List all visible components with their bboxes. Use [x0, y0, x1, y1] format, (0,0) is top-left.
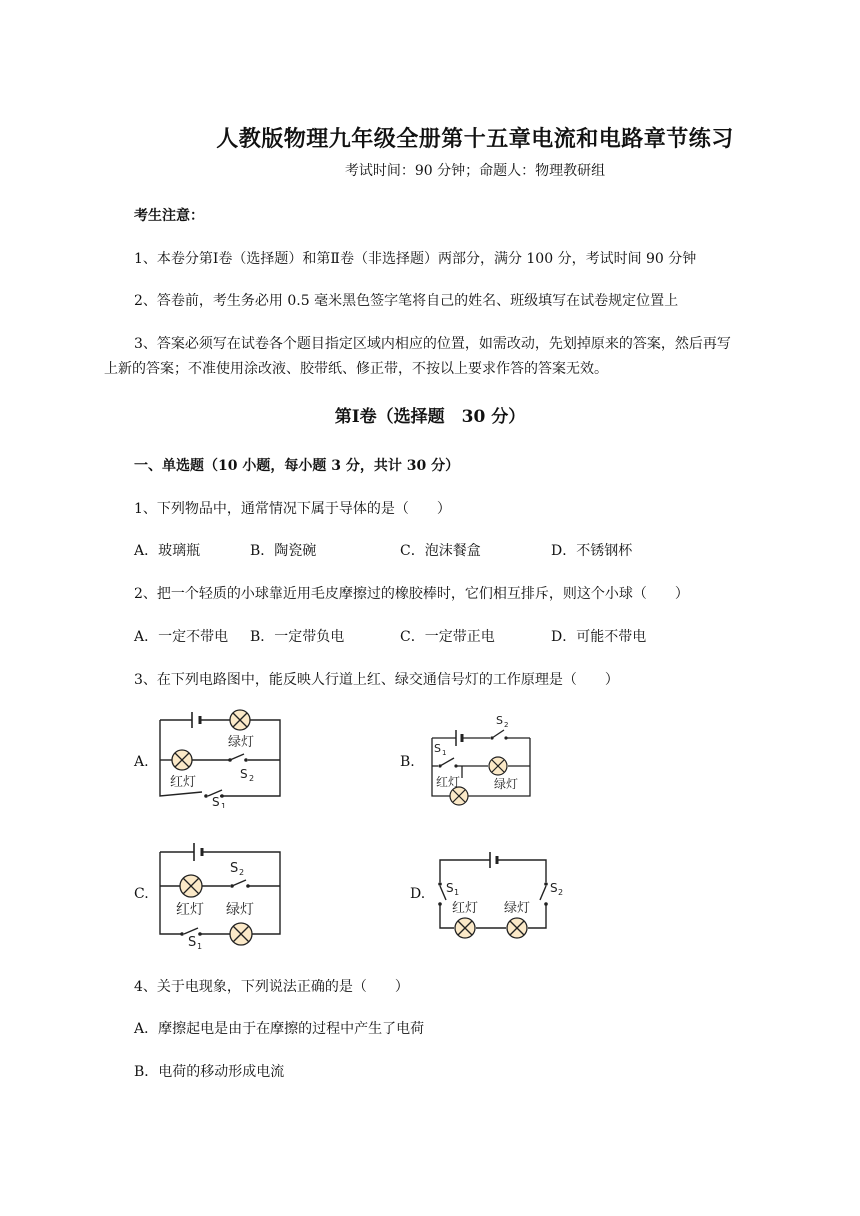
- svg-text:1: 1: [454, 888, 460, 897]
- q2-option-d[interactable]: D．可能不带电: [551, 629, 647, 645]
- svg-text:S: S: [230, 861, 239, 876]
- q2-option-c[interactable]: C．一定带正电: [400, 629, 495, 645]
- question-2-stem: 2、把一个轻质的小球靠近用毛皮摩擦过的橡胶棒时，它们相互排斥，则这个小球（ ）: [134, 586, 689, 602]
- q3-option-a[interactable]: A.: [134, 754, 149, 770]
- svg-text:S: S: [212, 795, 220, 808]
- q2-option-a[interactable]: A．一定不带电: [134, 629, 229, 645]
- svg-text:2: 2: [249, 774, 255, 783]
- question-1-stem: 1、下列物品中，通常情况下属于导体的是（ ）: [134, 501, 451, 517]
- q4-option-a[interactable]: A．摩擦起电是由于在摩擦的过程中产生了电荷: [134, 1021, 425, 1037]
- q3-option-b[interactable]: B.: [400, 754, 415, 770]
- circuit-diagram-b: [420, 708, 550, 814]
- circuit-diagram-d: [430, 846, 570, 942]
- notice-item-3: 3、答案必须写在试卷各个题目指定区域内相应的位置，如需改动，先划掉原来的答案，然后再写: [134, 336, 731, 352]
- svg-text:S: S: [550, 881, 558, 895]
- q1-option-b[interactable]: B．陶瓷碗: [250, 543, 317, 559]
- svg-text:红灯: 红灯: [176, 902, 204, 918]
- svg-text:绿灯: 绿灯: [504, 901, 531, 916]
- notice-item-2: 2、答卷前，考生务必用 0.5 毫米黑色签字笔将自己的姓名、班级填写在试卷规定位置上: [134, 293, 679, 309]
- q1-option-c[interactable]: C．泡沫餐盒: [400, 543, 481, 559]
- svg-text:S: S: [496, 714, 503, 727]
- q2-option-b[interactable]: B．一定带负电: [250, 629, 345, 645]
- notice-heading: 考生注意：: [134, 208, 204, 224]
- svg-text:S: S: [446, 881, 454, 895]
- q3-option-c[interactable]: C.: [134, 886, 149, 902]
- exam-info: 考试时间：90 分钟；命题人：物理教研组: [344, 163, 606, 179]
- page-title: 人教版物理九年级全册第十五章电流和电路章节练习: [216, 126, 734, 152]
- q4-option-b[interactable]: B．电荷的移动形成电流: [134, 1064, 285, 1080]
- lamp-red-b: [450, 787, 468, 805]
- label-red: 红灯: [170, 775, 197, 790]
- svg-text:1: 1: [442, 749, 447, 757]
- circuit-diagram-a: [150, 708, 290, 808]
- section-title: 第Ⅰ卷（选择题 30 分）: [334, 407, 526, 427]
- q3-option-d[interactable]: D.: [410, 886, 426, 902]
- svg-text:绿灯: 绿灯: [494, 777, 519, 791]
- notice-item-1: 1、本卷分第Ⅰ卷（选择题）和第Ⅱ卷（非选择题）两部分，满分 100 分，考试时间 90 分钟: [134, 251, 697, 267]
- notice-item-3-cont: 上新的答案；不准使用涂改液、胶带纸、修正带，不按以上要求作答的答案无效。: [104, 361, 608, 377]
- label-green: 绿灯: [228, 735, 255, 750]
- q1-option-d[interactable]: D．不锈钢杯: [551, 543, 633, 559]
- part-heading: 一、单选题（10 小题，每小题 3 分，共计 30 分）: [134, 458, 460, 474]
- lamp-red: [172, 750, 192, 770]
- q1-option-a[interactable]: A．玻璃瓶: [134, 543, 201, 559]
- svg-text:1: 1: [197, 942, 203, 950]
- svg-text:S: S: [240, 767, 248, 781]
- svg-text:S: S: [434, 742, 441, 755]
- svg-text:绿灯: 绿灯: [226, 902, 254, 918]
- question-4-stem: 4、关于电现象，下列说法正确的是（ ）: [134, 979, 409, 995]
- svg-text:2: 2: [558, 888, 564, 897]
- svg-text:2: 2: [239, 868, 245, 877]
- svg-text:S: S: [188, 935, 197, 950]
- svg-text:红灯: 红灯: [452, 901, 479, 916]
- svg-text:红灯: 红灯: [436, 775, 461, 789]
- svg-text:2: 2: [504, 721, 509, 729]
- circuit-diagram-c: [150, 838, 290, 950]
- lamp-green-b: [489, 757, 507, 775]
- svg-text:1: 1: [221, 802, 227, 808]
- lamp-green: [230, 710, 250, 730]
- question-3-stem: 3、在下列电路图中，能反映人行道上红、绿交通信号灯的工作原理是（ ）: [134, 672, 619, 688]
